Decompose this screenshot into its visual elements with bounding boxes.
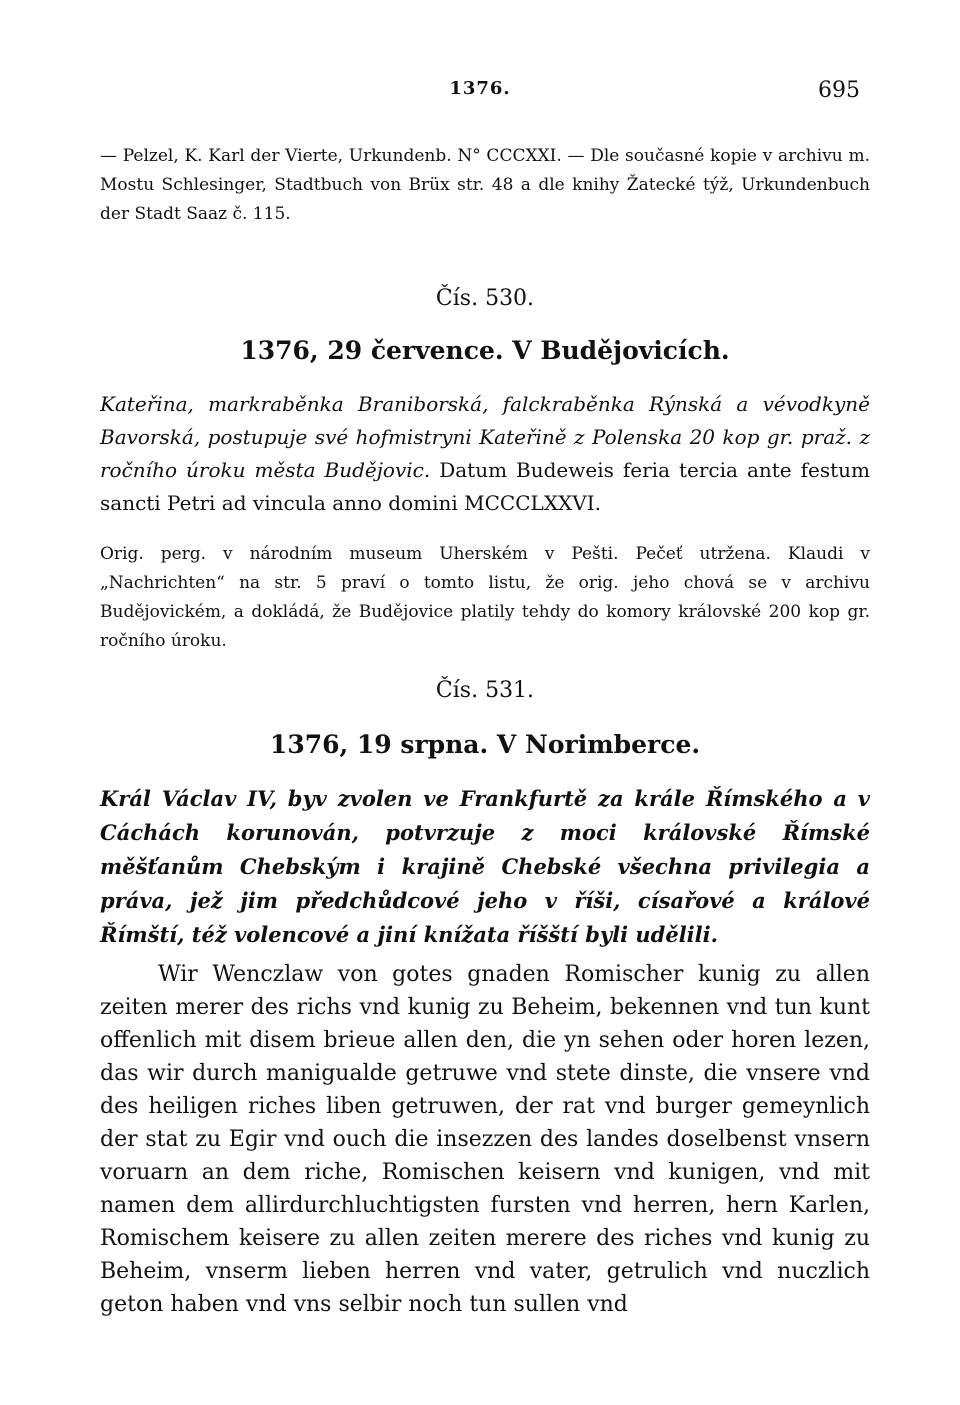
entry-531-number: Čís. 531. bbox=[435, 678, 535, 703]
page-header bbox=[100, 78, 860, 106]
entry-530-date-place: 1376, 29 července. V Budějovicích. bbox=[240, 336, 730, 365]
entry-530-regest-text: Kateřina, markraběnka Braniborská, falckraběnka Rýnská a vévodkyně Bavorská, postupuje své hofmistryni Kateřině z Polenska 20 kop gr. praž. z ročního úroku města Budějovic. bbox=[100, 392, 870, 482]
page-number: 695 bbox=[818, 78, 860, 103]
entry-530-regest bbox=[100, 388, 870, 520]
entry-531-date-place: 1376, 19 srpna. V Norimberce. bbox=[269, 730, 701, 759]
entry-530-latin: Datum Budeweis feria tercia ante festum sancti Petri ad vincula anno domini MCCCLXXVI. bbox=[100, 458, 871, 515]
running-head-year: 1376. bbox=[449, 78, 511, 99]
entry-530-number: Čís. 530. bbox=[435, 286, 535, 311]
entry-531-regest: Král Václav IV, byv zvolen ve Frankfurtě za krále Římského a v Cáchách korunován, potvrzuje z moci královské Římské měšťanům Chebským i krajině Chebské všechna privilegia a práva, jež jim předchůdcové jeho v říši, císařové a králové Římští, též volencové a jiní knížata říšští byli udělili. bbox=[100, 786, 870, 947]
source-note-top: — Pelzel, K. Karl der Vierte, Urkundenb. N° CCCXXI. — Dle současné kopie v archivu m. Mostu Schlesinger, Stadtbuch von Brüx str. 48 a dle knihy Žatecké týž, Urkundenbuch der Stadt Saaz č. 115. bbox=[100, 146, 870, 224]
entry-530-note: Orig. perg. v národním museum Uherském v Pešti. Pečeť utržena. Klaudi v „Nachrichten“ na str. 5 praví o tomto listu, že orig. jeho chová se v archivu Budějovickém, a dokládá, že Budějovice platily tehdy do komory královské 200 kop gr. ročního úroku. bbox=[100, 544, 870, 651]
entry-531-text: Wir Wenczlaw von gotes gnaden Romischer kunig zu allen zeiten merer des richs vnd kunig zu Beheim, bekennen vnd tun kunt offenlich mit disem brieue allen den, die yn sehen oder horen lezen, das wir durch manigualde getruwe vnd stete dinste, die vnsere vnd des heiligen riches liben getruwen, der rat vnd burger gemeynlich der stat zu Egir vnd ouch die insezzen des landes doselbenst vnsern voruarn an dem riche, Romischen keisern vnd kunigen, vnd mit namen dem allirdurchluchtigsten fursten vnd herren, hern Karlen, Romischem keisere zu allen zeiten merere des riches vnd kunig zu Beheim, vnserm lieben herren vnd vater, getrulich vnd nuczlich geton haben vnd vns selbir noch tun sullen vnd bbox=[100, 962, 870, 1317]
